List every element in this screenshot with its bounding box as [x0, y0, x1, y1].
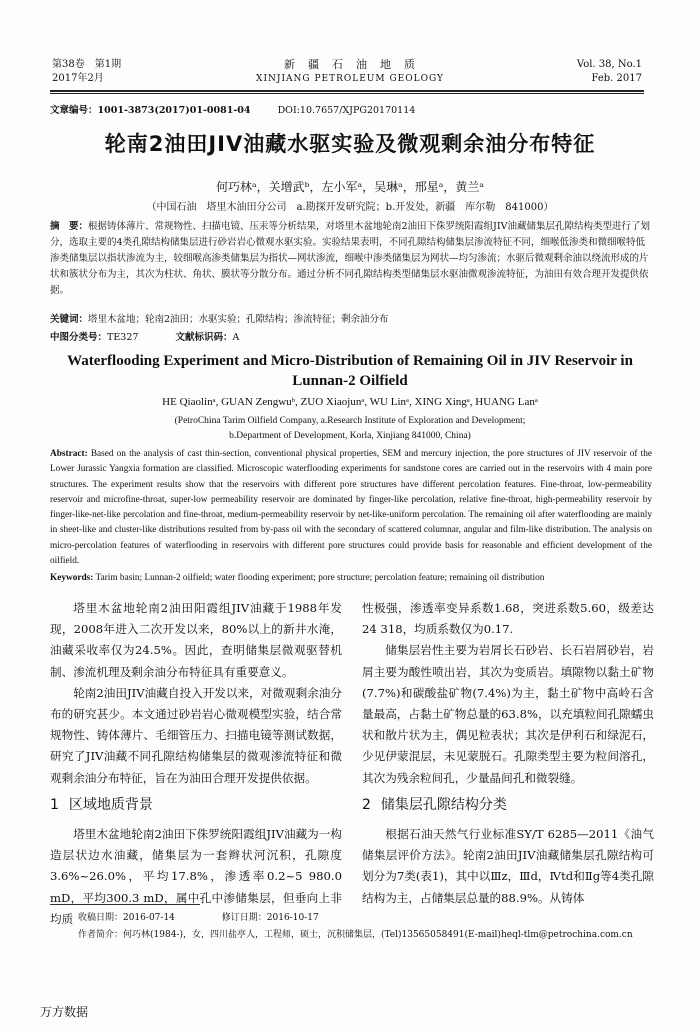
footnote-rule: [50, 904, 200, 905]
keywords-en: [50, 573, 652, 583]
keywords-en-label: Keywords:: [50, 573, 94, 583]
doc-code-label: 文献标识码：: [175, 332, 233, 343]
clc-label: 中图分类号：: [50, 332, 108, 343]
section-number: 1: [50, 796, 59, 813]
footnote-author: 作者简介：何巧林(1984-)，女，四川盐亭人，工程师，硕士，沉积储集层，(Tel)13565058491(E-mail)heql-tlm@petrochina.com.cn: [78, 930, 633, 940]
abstract-cn: [50, 219, 650, 299]
watermark-text: 万方数据: [40, 1005, 89, 1019]
header-volume-en-info: [577, 58, 642, 86]
keywords-en-text: Tarim basin; Lunnan-2 oilfield; water flooding experiment; pore structure; percolation feature; remaining oil distribution: [95, 573, 545, 583]
body-paragraph: 根据石油天然气行业标准SY/T 6285—2011《油气储集层评价方法》。轮南2油田JIV油藏储集层孔隙结构可划分为7类(表1)，其中以Ⅲz，Ⅲd，Ⅳtd和Ⅱg等4类孔隙结构为主，占储集层总量的88.9%。从铸体: [362, 827, 654, 905]
header-journal-en: XINJIANG PETROLEUM GEOLOGY: [256, 74, 444, 84]
header-date-cn: 2017年2月: [52, 73, 104, 84]
abstract-en-text: Based on the analysis of cast thin-section, conventional physical properties, SEM and mercury injection, the pore structures of JIV reservoir of the Lower Jurassic Yangxia formation are classified. Microscopic waterflooding experiments for sandstone cores are carried out in the reservoirs with 4 main pore structures. The experiment results show that the reservoirs with different pore structures have different percolation features. Fine-throat, low-permeability reservoir and microfine-throat, super-low permeability reservoir are dominated by finger-like percolation, relative fine-throat, high-permeability reservoir by finger-like-net-like percolation and fine-throat, medium-permeability reservoir by net-like-uniform percolation. The remaining oil after waterflooding are mainly in sheet-like and cluster-like distributions resulted from by-pass oil with the secondary of scattered columnar, angular and film-like distribution. The analysis on micro-percolation features of waterflooding in reservoirs with different pore structures could provide basis for reasonable and efficient development of the oilfield.: [50, 449, 652, 567]
header-volume-en: Vol. 38, No.1: [576, 59, 642, 70]
body-paragraph: 塔里木盆地轮南2油田阳霞组JIV油藏于1988年发现，2008年进入二次开发以来，80%以上的新井水淹，油藏采收率仅为24.5%。因此，查明储集层微观驱替机制、渗流机理及剩余油分布特征具有重要意义。: [50, 601, 342, 679]
revised-date: 修订日期：2016-10-17: [221, 913, 319, 923]
header-volume-cn: 第38卷 第1期: [52, 59, 122, 70]
article-number: 文章编号：1001-3873(2017)01-0081-04: [50, 105, 251, 116]
abstract-cn-label: 摘 要：: [50, 221, 89, 232]
body-paragraph: 性极强，渗透率变异系数1.68，突进系数5.60，级差达24 318，均质系数仅为0.17.: [362, 601, 654, 637]
header-rule-thin: [50, 93, 644, 94]
title-en: Waterflooding Experiment and Micro-Distribution of Remaining Oil in JIV Reservoir in Lunnan-2 Oilfield: [67, 353, 633, 389]
header-date-en: Feb. 2017: [591, 73, 642, 84]
doi: DOI:10.7657/XJPG20170114: [277, 105, 416, 116]
body-column-left: [50, 598, 342, 930]
header-journal-cn: 新 疆 石 油 地 质: [284, 58, 416, 71]
abstract-cn-text: 根据铸体薄片、常规物性、扫描电镜、压汞等分析结果，对塔里木盆地轮南2油田下侏罗统阳霞组JIV油藏储集层孔隙结构类型进行了划分，选取主要的4类孔隙结构储集层进行砂岩岩心微观水驱实验。实验结果表明，不同孔隙结构储集层渗流特征不同，细喉低渗类和微细喉特低渗类储集层以指状渗流为主，较细喉高渗类储集层为指状—网状渗流，细喉中渗类储集层为网状—均匀渗流；水驱后微观剩余油以绕流形成的片状和簇状分布为主，其次为柱状、角状、膜状等分散分布。通过分析不同孔隙结构类型储集层水驱油微观渗流特征，为油田有效合理开发提供依据。: [50, 221, 650, 296]
section-heading-1: [50, 795, 342, 816]
affiliation-cn: （中国石油 塔里木油田分公司 a.勘探开发研究院；b.开发处，新疆 库尔勒 841000）: [146, 202, 554, 213]
article-meta: [50, 102, 415, 116]
section-heading-2: [362, 795, 654, 816]
body-column-right: [362, 598, 654, 909]
authors-en: HE Qiaolinᵃ, GUAN Zengwuᵇ, ZUO Xiaojunᵃ, WU Linᵃ, XING Xingᵃ, HUANG Lanᵃ: [162, 396, 538, 408]
affiliation-en-line2: b.Department of Development, Korla, Xinjiang 841000, China): [229, 431, 471, 441]
keywords-cn: [50, 311, 650, 325]
section-title: 储集层孔隙结构分类: [380, 796, 507, 813]
keywords-cn-text: 塔里木盆地；轮南2油田；水驱实验；孔隙结构；渗流特征；剩余油分布: [88, 314, 389, 325]
section-number: 2: [362, 796, 371, 813]
doc-code-value: A: [232, 332, 240, 343]
body-paragraph: 轮南2油田JIV油藏自投入开发以来，对微观剩余油分布的研究甚少。本文通过砂岩岩心微观模型实验，结合常规物性、铸体薄片、毛细管压力、扫描电镜等测试数据，研究了JIV油藏不同孔隙结构储集层的微观渗流特征和微观剩余油分布特征，旨在为油田合理开发提供依据。: [50, 685, 342, 785]
affiliation-en: [0, 414, 700, 444]
body-paragraph: 储集层岩性主要为岩屑长石砂岩、长石岩屑砂岩，岩屑主要为酸性喷出岩，其次为变质岩。填隙物以黏土矿物(7.7%)和碳酸盐矿物(7.4%)为主，黏土矿物中高岭石含量最高，占黏土矿物总量的63.8%，以充填粒间孔隙蠕虫状和散片状为主，偶见粒表状；其次是伊利石和绿泥石，少见伊蒙混层，未见蒙脱石。孔隙类型主要为粒间溶孔，其次为残余粒间孔，少量晶间孔和微裂缝。: [362, 643, 654, 785]
received-date: 收稿日期：2016-07-14: [78, 913, 175, 923]
clc-value: TE327: [107, 332, 139, 343]
header-rule-thick: [50, 90, 644, 92]
abstract-en-label: Abstract:: [50, 449, 88, 459]
abstract-en: [50, 447, 652, 569]
classification-cn: [50, 329, 239, 343]
affiliation-en-line1: (PetroChina Tarim Oilfield Company, a.Research Institute of Exploration and Development;: [174, 416, 526, 426]
body-paragraph: 塔里木盆地轮南2油田下侏罗统阳霞组JIV油藏为一构造层状边水油藏，储集层为一套辫状河沉积，孔隙度3.6%~26.0%，平均17.8%，渗透率0.2~5 980.0 mD，平均300.3 mD，属中孔中渗储集层，但垂向上非均质: [50, 827, 342, 926]
authors-cn: 何巧林ᵃ，关增武ᵇ，左小军ᵃ，吴琳ᵃ，邢星ᵃ，黄兰ᵃ: [216, 180, 484, 194]
keywords-cn-label: 关键词：: [50, 314, 89, 325]
footnote-dates: [78, 911, 319, 925]
title-cn: 轮南2油田JIV油藏水驱实验及微观剩余油分布特征: [104, 132, 596, 156]
section-title: 区域地质背景: [68, 796, 153, 813]
